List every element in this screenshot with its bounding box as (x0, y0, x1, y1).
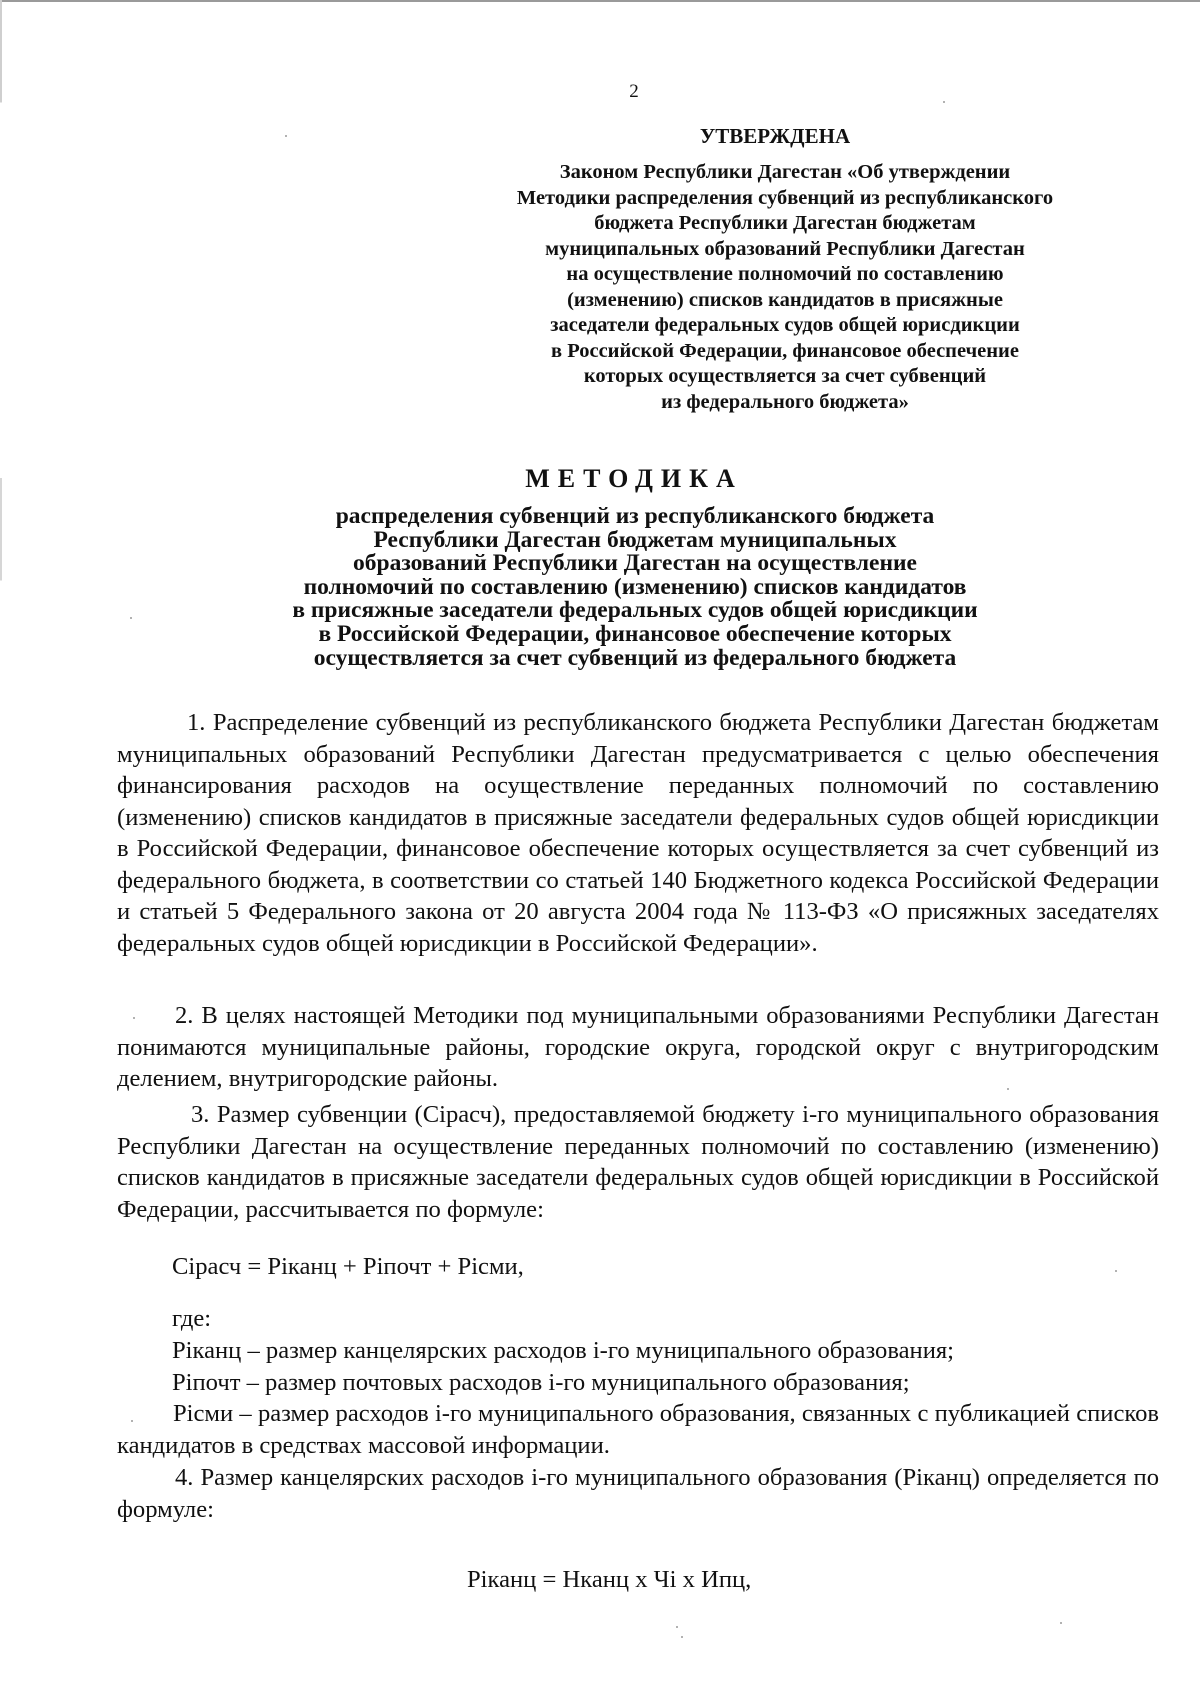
office-expenses-formula: Рiканц = Нканц х Чi х Ипц, (467, 1566, 752, 1593)
paragraph-2-text: 2. В целях настоящей Методики под муниципальными образованиями Республики Дагестан понимаются муниципальные районы, городские округа, городской округ с внутригородским делением, внутригородские районы. (117, 1002, 1159, 1092)
subtitle-line: Республики Дагестан бюджетам муниципальных (373, 526, 897, 553)
scan-speck (676, 1626, 678, 1628)
subtitle-line: осуществляется за счет субвенций из федерального бюджета (313, 644, 957, 671)
document-title: МЕТОДИКА (525, 464, 743, 493)
subtitle-line: в присяжные заседатели федеральных судов общей юрисдикции (292, 597, 978, 624)
scan-top-edge (0, 0, 1200, 2)
subtitle-line: распределения субвенций из республиканского бюджета (335, 503, 935, 529)
approval-reference (435, 160, 1135, 415)
approval-line: (изменению) списков кандидатов в присяжные (567, 288, 1003, 311)
paragraph-4 (117, 1462, 1159, 1525)
definition-media-expenses-text: Рiсми – размер расходов i-го муниципального образования, связанных с публикацией списков кандидатов в средствах массовой информации. (117, 1400, 1159, 1459)
subtitle-line: в Российской Федерации, финансовое обеспечение которых (318, 620, 952, 647)
approval-stamp-title: УТВЕРЖДЕНА (699, 124, 851, 148)
document-subtitle (195, 505, 1075, 670)
subsidy-formula: Сiрасч = Рiканц + Рiпочт + Рiсми, (172, 1253, 524, 1280)
paragraph-1-text: 1. Распределение субвенций из республиканского бюджета Республики Дагестан бюджетам муниципальных образований Республики Дагестан предусматривается с целью обеспечения финансирования расходов на осуществление переданных полномочий по составлению (изменению) списков кандидатов в присяжные заседатели федеральных судов общей юрисдикции в Российской Федерации, финансовое обеспечение которых осуществляется за счет субвенций из федерального бюджета, в соответствии со статьей 140 Бюджетного кодекса Российской Федерации и статьей 5 Федерального закона от 20 августа 2004 года № 113-ФЗ «О присяжных заседателях федеральных судов общей юрисдикции в Российской Федерации». (117, 709, 1159, 957)
definition-office-expenses: Рiканц – размер канцелярских расходов i-го муниципального образования; (172, 1337, 955, 1364)
approval-line: Методики распределения субвенций из республиканского (516, 186, 1054, 209)
definition-postal-expenses: Рiпочт – размер почтовых расходов i-го муниципального образования; (172, 1369, 910, 1396)
paragraph-2 (117, 1000, 1159, 1095)
subtitle-line: полномочий по составлению (изменению) списков кандидатов (303, 573, 967, 600)
approval-line: муниципальных образований Республики Дагестан (545, 237, 1025, 260)
approval-line: на осуществление полномочий по составлению (566, 263, 1004, 285)
where-label: где: (172, 1305, 212, 1332)
scan-speck (130, 617, 132, 619)
subtitle-line: образований Республики Дагестан на осуществление (353, 550, 917, 577)
scan-speck (131, 1420, 133, 1422)
definition-media-expenses (117, 1398, 1159, 1461)
paragraph-3 (117, 1099, 1159, 1225)
approval-line: из федерального бюджета» (661, 390, 909, 413)
approval-line: бюджета Республики Дагестан бюджетам (594, 212, 976, 234)
scan-speck (1115, 1270, 1117, 1272)
scan-speck (133, 1017, 135, 1019)
paragraph-3-text: 3. Размер субвенции (Сiрасч), предоставляемой бюджету i-го муниципального образования Республики Дагестан на осуществление переданных полномочий по составлению (изменению) списков кандидатов в присяжные заседатели федеральных судов общей юрисдикции в Российской Федерации, рассчитывается по формуле: (117, 1101, 1159, 1223)
paragraph-1 (117, 707, 1159, 959)
page-number: 2 (629, 81, 639, 102)
approval-line: Законом Республики Дагестан «Об утверждении (559, 161, 1011, 183)
scan-speck (681, 1636, 683, 1638)
scan-speck (285, 135, 287, 137)
approval-line: которых осуществляется за счет субвенций (583, 365, 987, 387)
paragraph-4-text: 4. Размер канцелярских расходов i-го муниципального образования (Рiканц) определяется по формуле: (117, 1464, 1159, 1523)
approval-line: заседатели федеральных судов общей юрисдикции (550, 314, 1020, 336)
approval-line: в Российской Федерации, финансовое обеспечение (551, 339, 1019, 362)
scan-speck (1060, 1622, 1062, 1624)
scan-speck (1007, 1088, 1009, 1090)
scan-speck (943, 101, 945, 103)
scan-left-edge (0, 0, 2, 1707)
